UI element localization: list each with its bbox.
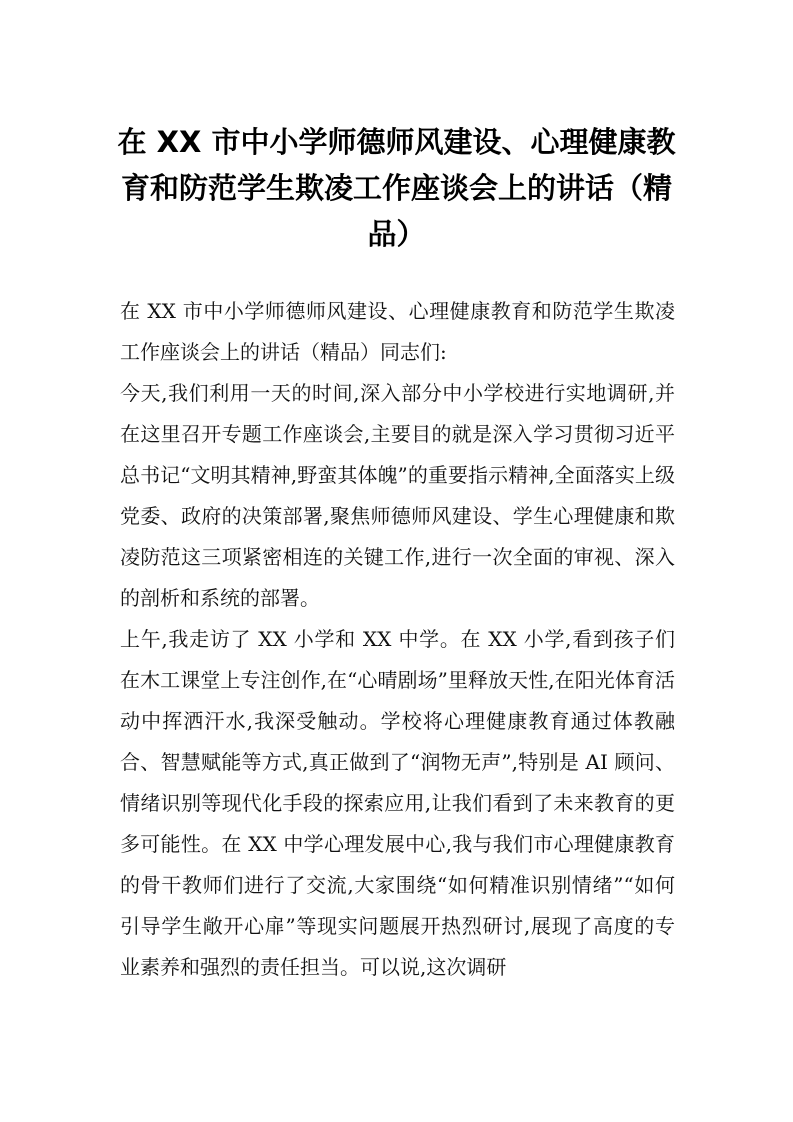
paragraph-opening: 在 XX 市中小学师德师风建设、心理健康教育和防范学生欺凌工作座谈会上的讲话（精品）同志们:: [120, 299, 675, 364]
paragraph-purpose: 今天,我们利用一天的时间,深入部分中小学校进行实地调研,并在这里召开专题工作座谈会,主要目的就是深入学习贯彻习近平总书记“文明其精神,野蛮其体魄”的重要指示精神,全面落实上级党委、政府的决策部署,聚焦师德师风建设、学生心理健康和欺凌防范这三项紧密相连的关键工作,进行一次全面的审视、深入的剖析和系统的部署。: [120, 381, 675, 610]
document-title: 在 XX 市中小学师德师风建设、心理健康教育和防范学生欺凌工作座谈会上的讲话（精品）: [117, 125, 676, 251]
paragraph-visit: 上午,我走访了 XX 小学和 XX 中学。在 XX 小学,看到孩子们在木工课堂上专注创作,在“心晴剧场”里释放天性,在阳光体育活动中挥洒汗水,我深受触动。学校将心理健康教育通过体教融合、智慧赋能等方式,真正做到了“润物无声”,特别是 AI 顾问、情绪识别等现代化手段的探索应用,让我们看到了未来教育的更多可能性。在 XX 中学心理发展中心,我与我们市心理健康教育的骨干教师们进行了交流,大家围绕“如何精准识别情绪”“如何引导学生敞开心扉”等现实问题展开热烈研讨,展现了高度的专业素养和强烈的责任担当。可以说,这次调研: [120, 627, 675, 979]
document-body: [120, 291, 675, 988]
